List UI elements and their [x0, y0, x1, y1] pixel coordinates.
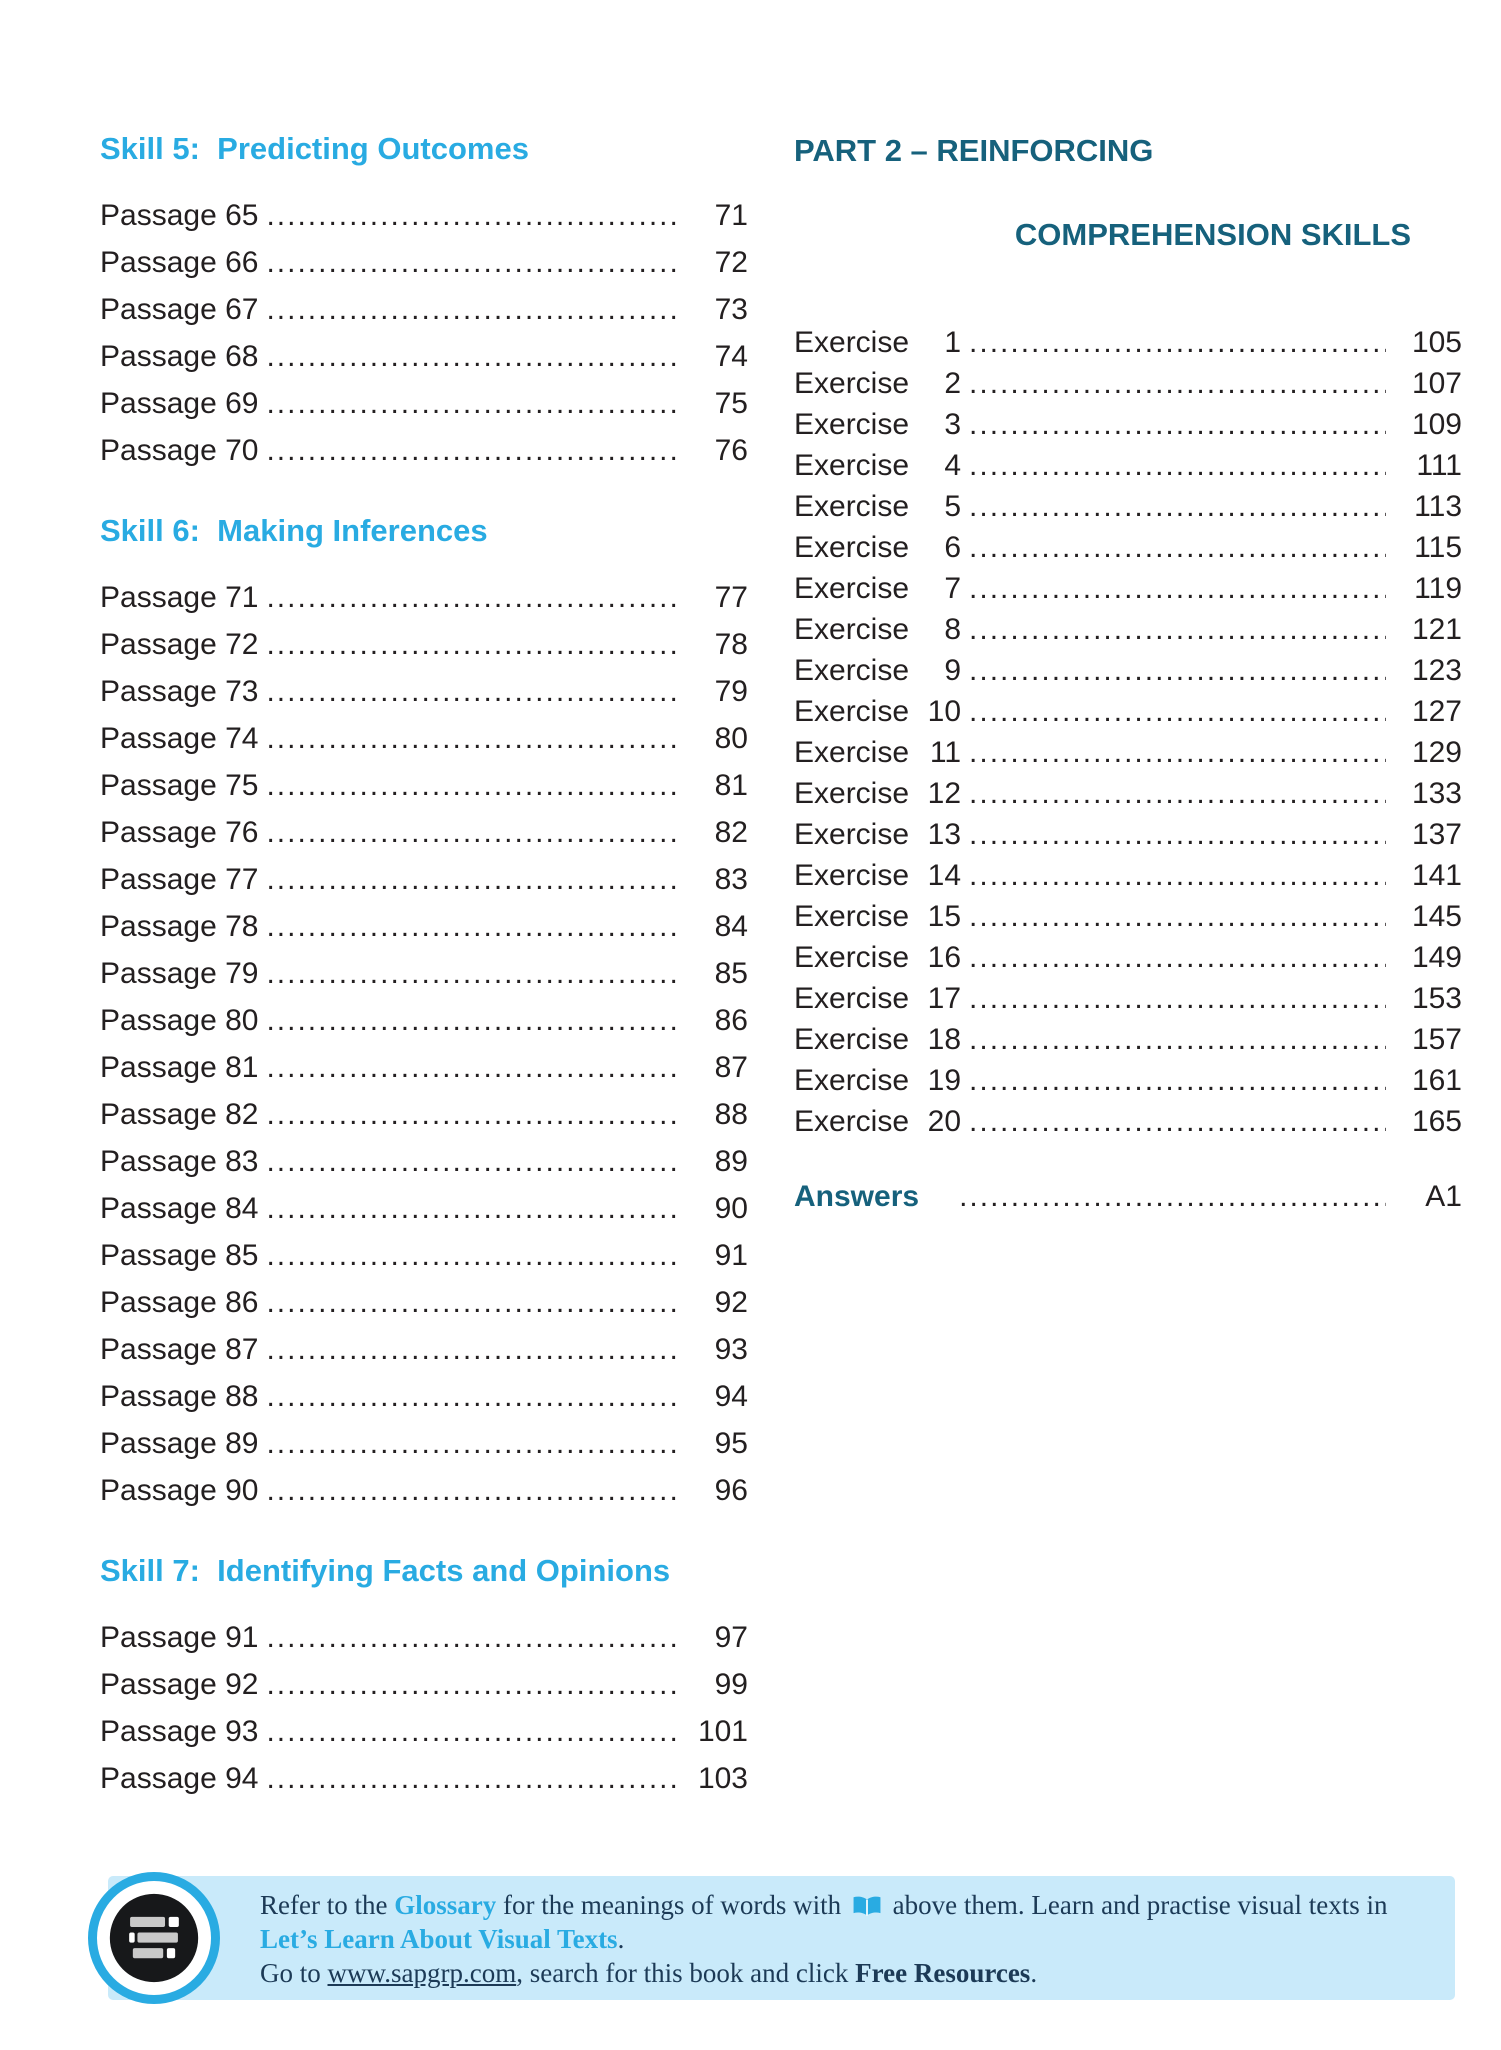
entry-page: 73 [714, 293, 748, 326]
entry-page: 133 [1411, 777, 1462, 810]
dot-leader [266, 903, 678, 950]
dot-leader [266, 1755, 678, 1802]
toc-entry [100, 1138, 748, 1185]
entry-page: 74 [714, 340, 748, 373]
toc-entry [100, 997, 748, 1044]
exercise-entries [794, 322, 1462, 1142]
entry-label: Passage 75 [100, 769, 259, 802]
skill-5-entries [100, 192, 748, 474]
dot-leader [969, 568, 1386, 609]
entry-label: Passage 67 [100, 293, 259, 326]
entry-page: 123 [1411, 654, 1462, 687]
entry-page: 72 [714, 246, 748, 279]
entry-label: Passage 68 [100, 340, 259, 373]
toc-entry [100, 1373, 748, 1420]
toc-entry [100, 903, 748, 950]
toc-entry [794, 896, 1462, 937]
entry-page: 83 [714, 863, 748, 896]
dot-leader [266, 1138, 678, 1185]
footer-line3-prefix: Go to [260, 1958, 328, 1988]
entry-label: Passage 71 [100, 581, 259, 614]
entry-label: Passage 84 [100, 1192, 259, 1225]
entry-label: Passage 82 [100, 1098, 259, 1131]
answers-label: Answers [794, 1180, 920, 1213]
entry-number: 14 [927, 859, 962, 892]
entry-label: Exercise [794, 654, 910, 687]
publisher-logo [88, 1872, 220, 2004]
entry-page: 149 [1411, 941, 1462, 974]
entry-label: Passage 73 [100, 675, 259, 708]
entry-number: 20 [927, 1105, 962, 1138]
entry-label: Passage 69 [100, 387, 259, 420]
dot-leader [969, 1019, 1386, 1060]
entry-number: 12 [927, 777, 962, 810]
dot-leader [266, 950, 678, 997]
entry-label: Passage 72 [100, 628, 259, 661]
footer-note [108, 1876, 1455, 2000]
dot-leader [969, 322, 1386, 363]
toc-entry [100, 1420, 748, 1467]
entry-page: 115 [1414, 531, 1462, 564]
toc-entry [794, 1060, 1462, 1101]
dot-leader [969, 527, 1386, 568]
entry-number: 15 [927, 900, 962, 933]
entry-label: Passage 65 [100, 199, 259, 232]
skill-7-entries [100, 1614, 748, 1802]
entry-number: 5 [944, 490, 962, 523]
entry-label: Exercise [794, 613, 910, 646]
dot-leader [266, 1044, 678, 1091]
dot-leader [266, 856, 678, 903]
dot-leader [266, 1279, 678, 1326]
dot-leader [266, 333, 678, 380]
skill-6-heading: Skill 6: Making Inferences [100, 513, 488, 548]
dot-leader [969, 609, 1386, 650]
entry-number: 1 [944, 326, 962, 359]
entry-label: Passage 66 [100, 246, 259, 279]
entry-page: 99 [714, 1668, 748, 1701]
toc-entry [100, 1755, 748, 1802]
entry-page: 84 [714, 910, 748, 943]
toc-entry [794, 322, 1462, 363]
toc-entry [794, 527, 1462, 568]
entry-page: 105 [1411, 326, 1462, 359]
entry-label: Passage 81 [100, 1051, 259, 1084]
dot-leader [969, 404, 1386, 445]
toc-entry [100, 668, 748, 715]
entry-page: 76 [714, 434, 748, 467]
entry-label: Passage 85 [100, 1239, 259, 1272]
dot-leader [266, 574, 678, 621]
entry-page: 81 [714, 769, 748, 802]
footer-line1-mid: for the meanings of words with [496, 1890, 848, 1920]
entry-label: Passage 88 [100, 1380, 259, 1413]
entry-page: 88 [714, 1098, 748, 1131]
toc-entry [100, 333, 748, 380]
toc-left-column [100, 130, 748, 1802]
entry-label: Passage 91 [100, 1621, 259, 1654]
entry-page: 93 [714, 1333, 748, 1366]
entry-page: 161 [1411, 1064, 1462, 1097]
dot-leader [969, 732, 1386, 773]
dot-leader [266, 1614, 678, 1661]
toc-entry [100, 1326, 748, 1373]
toc-entry [794, 486, 1462, 527]
skill-5-heading: Skill 5: Predicting Outcomes [100, 131, 529, 166]
entry-number: 17 [927, 982, 962, 1015]
entry-page: 145 [1411, 900, 1462, 933]
entry-page: 101 [697, 1715, 748, 1748]
skill-6-entries [100, 574, 748, 1514]
entry-page: 97 [714, 1621, 748, 1654]
entry-number: 4 [944, 449, 962, 482]
entry-page: 94 [714, 1380, 748, 1413]
entry-page: 109 [1411, 408, 1462, 441]
toc-entry [794, 855, 1462, 896]
skill-7-heading: Skill 7: Identifying Facts and Opinions [100, 1553, 671, 1588]
toc-entry [100, 1232, 748, 1279]
toc-entry [100, 1091, 748, 1138]
entry-page: 137 [1411, 818, 1462, 851]
free-resources-label: Free Resources [855, 1958, 1031, 1988]
dot-leader [969, 855, 1386, 896]
entry-number: 9 [944, 654, 962, 687]
entry-label: Exercise [794, 1023, 910, 1056]
entry-number: 16 [927, 941, 962, 974]
dot-leader [266, 1232, 678, 1279]
toc-entry [794, 732, 1462, 773]
entry-page: 90 [714, 1192, 748, 1225]
toc-entry [794, 363, 1462, 404]
entry-label: Passage 83 [100, 1145, 259, 1178]
toc-entry [794, 568, 1462, 609]
entry-label: Exercise [794, 900, 910, 933]
footer-line3-suffix: . [1030, 1958, 1038, 1988]
toc-entry [100, 762, 748, 809]
entry-label: Exercise [794, 777, 910, 810]
dot-leader [266, 1185, 678, 1232]
entry-number: 10 [927, 695, 962, 728]
entry-number: 7 [944, 572, 962, 605]
dot-leader [969, 896, 1386, 937]
entry-page: 141 [1411, 859, 1462, 892]
entry-page: 96 [714, 1474, 748, 1507]
entry-number: 18 [927, 1023, 962, 1056]
entry-label: Exercise [794, 572, 910, 605]
entry-label: Passage 77 [100, 863, 259, 896]
entry-number: 19 [927, 1064, 962, 1097]
toc-right-column [794, 130, 1462, 1802]
entry-page: 103 [697, 1762, 748, 1795]
dot-leader [266, 1091, 678, 1138]
entry-page: 113 [1414, 490, 1462, 523]
dot-leader [969, 773, 1386, 814]
entry-page: 80 [714, 722, 748, 755]
entry-label: Passage 93 [100, 1715, 259, 1748]
toc-entry [794, 773, 1462, 814]
dot-leader [266, 286, 678, 333]
toc-entry [100, 856, 748, 903]
entry-page: 107 [1411, 367, 1462, 400]
dot-leader [266, 427, 678, 474]
toc-entry [100, 1661, 748, 1708]
entry-label: Passage 94 [100, 1762, 259, 1795]
section-skill-7 [100, 1552, 748, 1802]
toc-entry [100, 380, 748, 427]
dot-leader [959, 1176, 1386, 1217]
entry-label: Passage 76 [100, 816, 259, 849]
toc-entry [100, 715, 748, 762]
entry-number: 3 [944, 408, 962, 441]
entry-label: Passage 80 [100, 1004, 259, 1037]
entry-number: 8 [944, 613, 962, 646]
entry-label: Passage 86 [100, 1286, 259, 1319]
dot-leader [969, 937, 1386, 978]
footer-line1-prefix: Refer to the [260, 1890, 395, 1920]
dot-leader [266, 1708, 678, 1755]
toc-entry [794, 1101, 1462, 1142]
dot-leader [266, 1420, 678, 1467]
entry-page: 95 [714, 1427, 748, 1460]
section-skill-6 [100, 512, 748, 1514]
toc-entry [794, 1019, 1462, 1060]
entry-label: Exercise [794, 941, 910, 974]
entry-page: 91 [714, 1239, 748, 1272]
entry-label: Exercise [794, 408, 910, 441]
entry-label: Passage 89 [100, 1427, 259, 1460]
dot-leader [266, 1326, 678, 1373]
entry-label: Exercise [794, 1064, 910, 1097]
dot-leader [969, 978, 1386, 1019]
footer-line2-period: . [617, 1924, 625, 1954]
entry-page: 77 [714, 581, 748, 614]
entry-label: Exercise [794, 818, 910, 851]
dot-leader [266, 809, 678, 856]
toc-entry [794, 445, 1462, 486]
entry-page: 127 [1411, 695, 1462, 728]
toc-entry [100, 286, 748, 333]
entry-label: Exercise [794, 859, 910, 892]
answers-entry [794, 1176, 1462, 1217]
entry-label: Passage 78 [100, 910, 259, 943]
entry-page: 75 [714, 387, 748, 420]
entry-page: 111 [1416, 449, 1462, 482]
toc-entry [100, 809, 748, 856]
entry-page: 79 [714, 675, 748, 708]
dot-leader [969, 650, 1386, 691]
entry-label: Exercise [794, 367, 910, 400]
footer-line3-mid: , search for this book and click [516, 1958, 856, 1988]
toc-entry [794, 404, 1462, 445]
toc-entry [100, 950, 748, 997]
dot-leader [969, 363, 1386, 404]
toc-entry [794, 691, 1462, 732]
entry-label: Exercise [794, 695, 910, 728]
toc-entry [794, 650, 1462, 691]
glossary-label: Glossary [394, 1890, 497, 1920]
publisher-url-link[interactable]: www.sapgrp.com [327, 1958, 517, 1988]
entry-label: Passage 90 [100, 1474, 259, 1507]
section-skill-5 [100, 130, 748, 474]
part-2-heading-line1: PART 2 – REINFORCING [794, 133, 1154, 168]
dot-leader [969, 445, 1386, 486]
dot-leader [266, 1661, 678, 1708]
part-2-heading-line2: COMPREHENSION SKILLS [1014, 217, 1412, 252]
dot-leader [969, 1101, 1386, 1142]
toc-entry [794, 814, 1462, 855]
dot-leader [266, 1467, 678, 1514]
open-book-icon [852, 1896, 882, 1918]
entry-label: Exercise [794, 449, 910, 482]
entry-page: 157 [1411, 1023, 1462, 1056]
dot-leader [266, 1373, 678, 1420]
entry-label: Passage 70 [100, 434, 259, 467]
footer-line1-suffix: above them. Learn and practise visual texts in [885, 1890, 1388, 1920]
entry-label: Exercise [794, 490, 910, 523]
entry-number: 6 [944, 531, 962, 564]
entry-label: Passage 79 [100, 957, 259, 990]
entry-number: 2 [944, 367, 962, 400]
toc-entry [100, 1185, 748, 1232]
dot-leader [266, 380, 678, 427]
dot-leader [266, 621, 678, 668]
dot-leader [266, 192, 678, 239]
entry-label: Exercise [794, 326, 910, 359]
entry-label: Exercise [794, 736, 910, 769]
entry-page: 71 [714, 199, 748, 232]
dot-leader [969, 814, 1386, 855]
toc-entry [100, 1044, 748, 1091]
entry-page: 85 [714, 957, 748, 990]
toc-entry [100, 621, 748, 668]
toc-entry [100, 192, 748, 239]
entry-number: 11 [929, 736, 962, 769]
entry-label: Exercise [794, 1105, 910, 1138]
entry-label: Passage 87 [100, 1333, 259, 1366]
entry-page: 119 [1414, 572, 1462, 605]
entry-page: 78 [714, 628, 748, 661]
entry-label: Passage 74 [100, 722, 259, 755]
toc-entry [794, 609, 1462, 650]
dot-leader [266, 997, 678, 1044]
entry-page: 129 [1411, 736, 1462, 769]
entry-page: 165 [1411, 1105, 1462, 1138]
dot-leader [266, 715, 678, 762]
entry-label: Passage 92 [100, 1668, 259, 1701]
entry-page: 153 [1411, 982, 1462, 1015]
toc-entry [794, 978, 1462, 1019]
toc-entry [100, 1614, 748, 1661]
toc-entry [100, 239, 748, 286]
dot-leader [969, 486, 1386, 527]
entry-label: Exercise [794, 531, 910, 564]
answers-page: A1 [1425, 1180, 1462, 1213]
entry-page: 92 [714, 1286, 748, 1319]
entry-page: 87 [714, 1051, 748, 1084]
dot-leader [266, 239, 678, 286]
footer-text [108, 1876, 1455, 1990]
toc-entry [100, 1708, 748, 1755]
entry-page: 86 [714, 1004, 748, 1037]
toc-entry [794, 937, 1462, 978]
toc-columns [100, 130, 1462, 1802]
toc-entry [100, 1467, 748, 1514]
entry-page: 121 [1411, 613, 1462, 646]
toc-entry [100, 427, 748, 474]
entry-page: 82 [714, 816, 748, 849]
dot-leader [266, 762, 678, 809]
entry-number: 13 [927, 818, 962, 851]
entry-page: 89 [714, 1145, 748, 1178]
dot-leader [266, 668, 678, 715]
toc-entry [100, 574, 748, 621]
publisher-logo-mark [108, 1892, 200, 1984]
toc-entry [100, 1279, 748, 1326]
dot-leader [969, 691, 1386, 732]
part-2-heading [794, 130, 1462, 298]
dot-leader [969, 1060, 1386, 1101]
entry-label: Exercise [794, 982, 910, 1015]
visual-texts-title: Let’s Learn About Visual Texts [260, 1924, 618, 1954]
